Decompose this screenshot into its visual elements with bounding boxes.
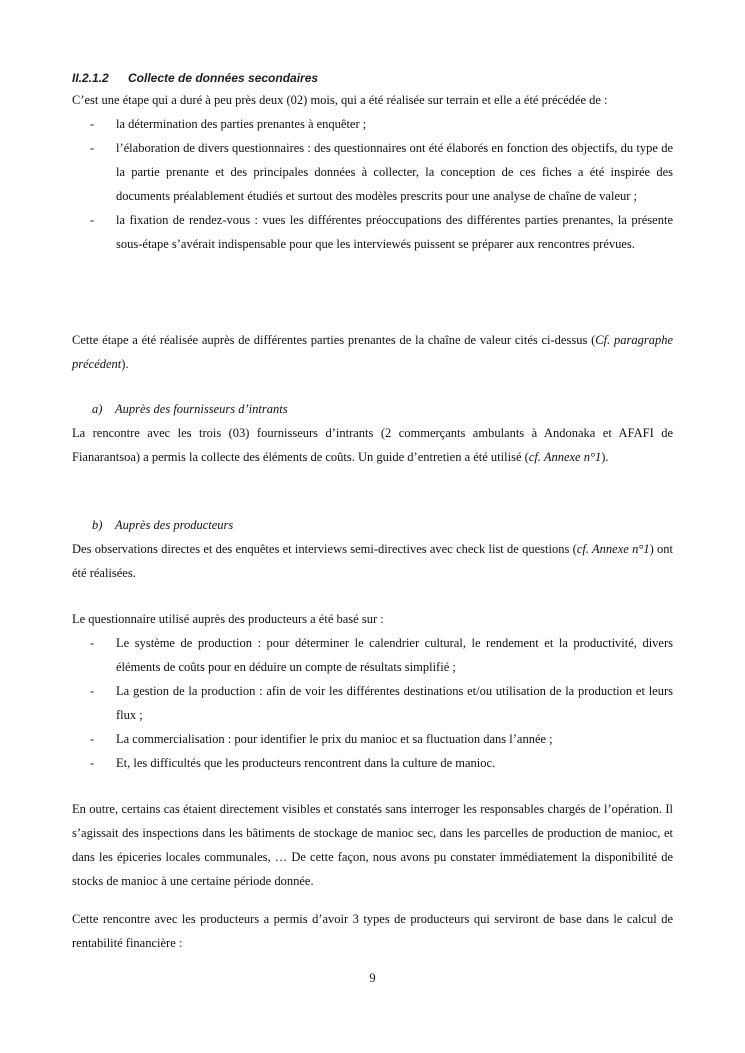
intro-paragraph: C’est une étape qui a duré à peu près deux (02) mois, qui a été réalisée sur terrain et elle a été précédée de : [72, 93, 608, 107]
list-item: - la fixation de rendez-vous : vues les différentes préoccupations des différentes parties prenantes, la présente sous-étape s’avérait indispensable pour que les interviewés puissent se préparer aux rencontres prévues. [90, 213, 673, 251]
suppliers-section [72, 397, 673, 469]
producers-subheading: b) Auprès des producteurs [92, 518, 234, 532]
intro-block [72, 88, 673, 256]
section-title: Collecte de données secondaires [128, 71, 319, 85]
conclusion-paragraph: Cette rencontre avec les producteurs a permis d’avoir 3 types de producteurs qui serviront de base dans le calcul de rentabilité financière : [72, 912, 673, 950]
list-item: - l’élaboration de divers questionnaires : des questionnaires ont été élaborés en fonction des objectifs, du type de la partie prenante et des principales données à collecter, la conception de ces fiches a été inspirée des documents préalablement étudiés et surtout des modèles prescrits pour une analyse de chaîne de valeur ; [90, 141, 673, 203]
suppliers-subheading: a) Auprès des fournisseurs d’intrants [92, 402, 288, 416]
list-item: - La commercialisation : pour identifier le prix du manioc et sa fluctuation dans l’année ; [90, 732, 553, 746]
questionnaire-list [72, 631, 673, 775]
list-item: - la détermination des parties prenantes à enquêter ; [90, 117, 367, 131]
producers-section [72, 513, 673, 585]
questionnaire-section [72, 607, 673, 775]
list-item: - Et, les difficultés que les producteurs rencontrent dans la culture de manioc. [90, 756, 496, 770]
observations-paragraph: En outre, certains cas étaient directement visibles et constatés sans interroger les responsables chargés de l’opération. Il s’agissait des inspections dans les bâtiments de stockage de manioc sec, dans les parcelles de production de manioc, et dans les épiceries locales communales, … De cette façon, nous avons pu constater immédiatement la disponibilité de stocks de manioc à une certaine période donnée. [72, 802, 673, 888]
page-number: 9 [369, 971, 376, 985]
preparation-list [72, 112, 673, 256]
list-item: - La gestion de la production : afin de voir les différentes destinations et/ou utilisation de la production et leurs flux ; [90, 684, 673, 722]
list-item: - Le système de production : pour déterminer le calendrier cultural, le rendement et la productivité, divers éléments de coûts pour en déduire un compte de résultats simplifié ; [90, 636, 673, 674]
suppliers-paragraph: La rencontre avec les trois (03) fournisseurs d’intrants (2 commerçants ambulants à Andonaka et AFAFI de Fianarantsoa) a permis la collecte des éléments de coûts. Un guide d’entretien a été utilisé (cf. Annexe n°1). [72, 426, 673, 464]
stakeholders-paragraph: Cette étape a été réalisée auprès de différentes parties prenantes de la chaîne de valeur cités ci-dessus (Cf. paragraphe précédent). [72, 333, 673, 371]
stakeholders-block [72, 328, 673, 376]
questionnaire-intro: Le questionnaire utilisé auprès des producteurs a été basé sur : [72, 612, 384, 626]
conclusion-block [72, 907, 673, 955]
observations-block [72, 797, 673, 893]
section-heading [72, 71, 673, 85]
producers-paragraph: Des observations directes et des enquêtes et interviews semi-directives avec check list de questions (cf. Annexe n°1) ont été réalisées. [72, 542, 673, 580]
section-number: II.2.1.2 [72, 71, 109, 85]
